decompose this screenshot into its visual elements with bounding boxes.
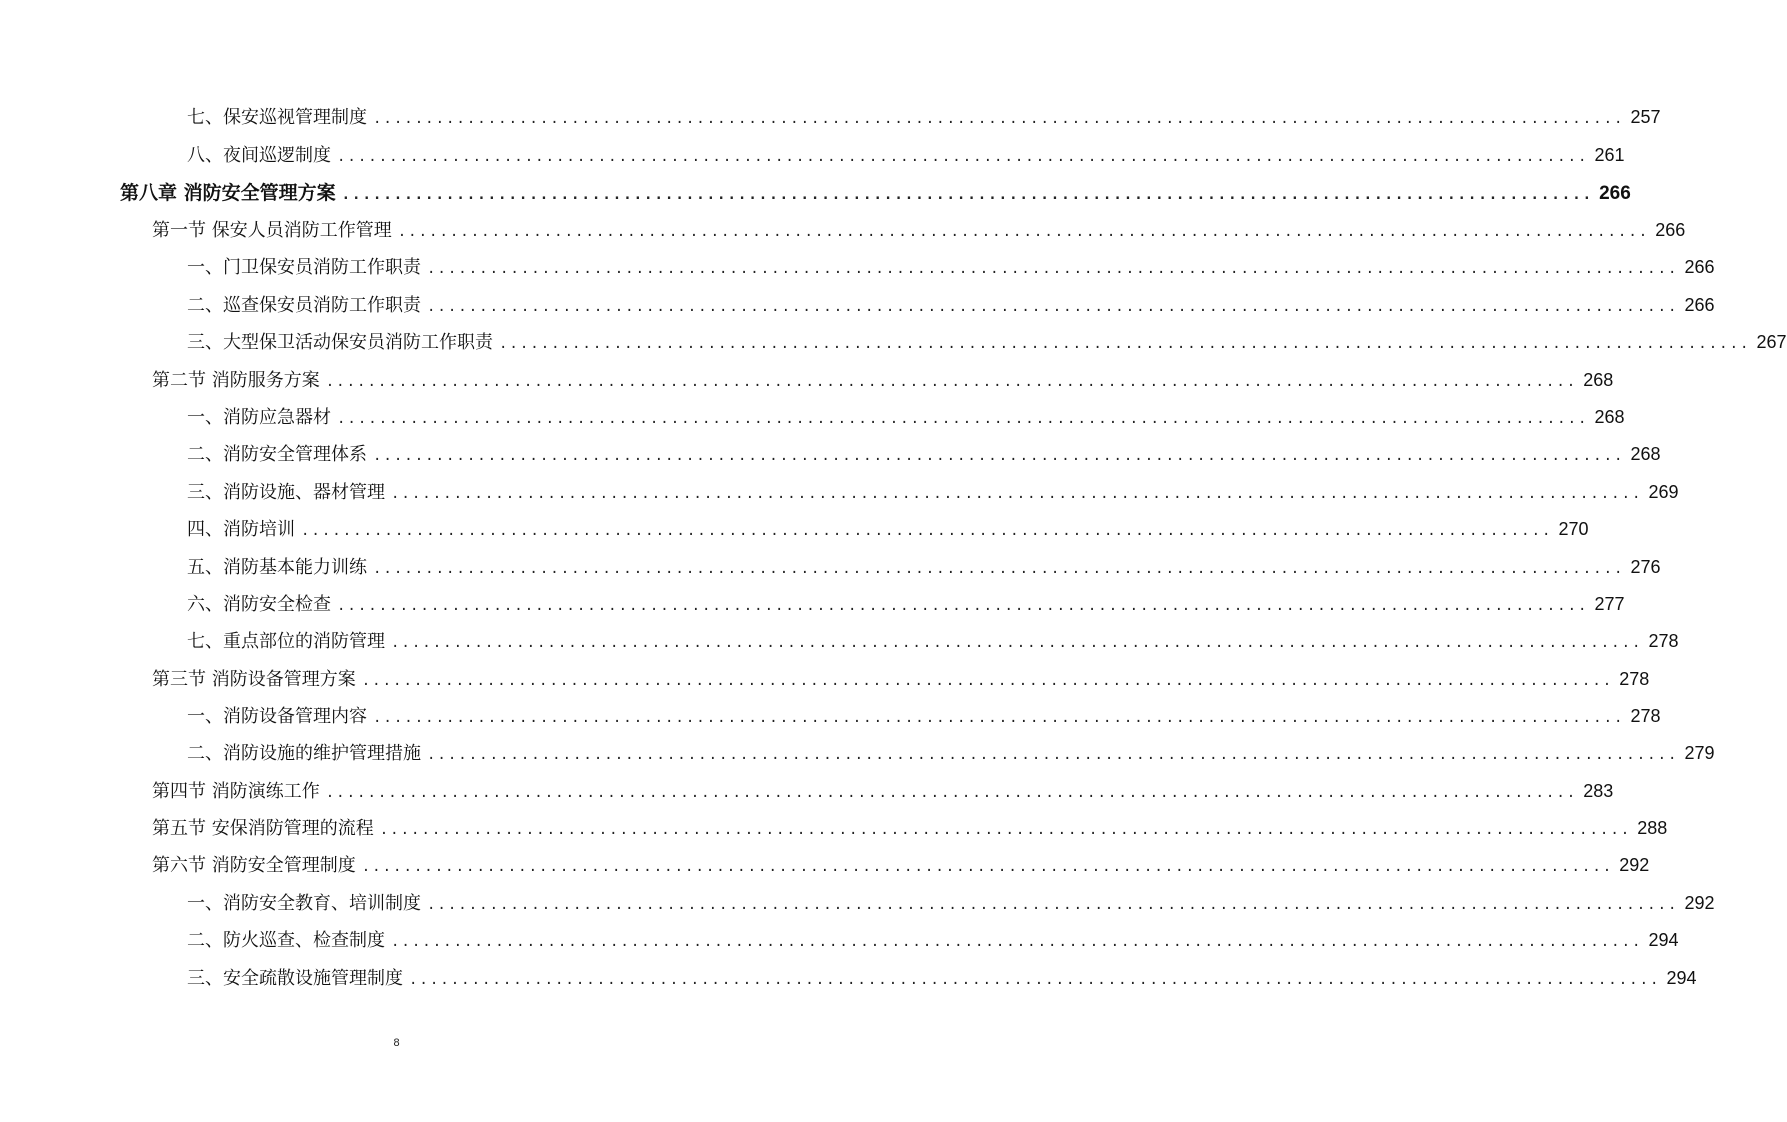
toc-entry[interactable] [187, 328, 1787, 358]
toc-entry-label: 第四节 消防演练工作 [152, 781, 320, 802]
toc-leader-dots: ........................................................................................................................ [373, 710, 1625, 726]
toc-leader-dots: ........................................................................................................................ [379, 822, 1632, 838]
toc-entry-page-number: 268 [1630, 444, 1661, 464]
toc-entry[interactable] [187, 702, 1661, 732]
toc-entry[interactable] [187, 253, 1715, 283]
toc-leader-dots: ........................................................................................................................ [427, 747, 1679, 763]
toc-leader-dots: ........................................................................................................................ [341, 187, 1594, 203]
toc-leader-dots: ........................................................................................................................ [391, 486, 1643, 502]
toc-entry-page-number: 268 [1583, 370, 1614, 390]
toc-entry-label: 七、重点部位的消防管理 [187, 631, 385, 652]
toc-leader-dots: ........................................................................................................................ [361, 859, 1614, 875]
toc-leader-dots: ........................................................................................................................ [391, 635, 1643, 651]
toc-leader-dots: ........................................................................................................................ [301, 523, 1553, 539]
toc-leader-dots: ........................................................................................................................ [337, 149, 1589, 165]
toc-entry[interactable] [187, 291, 1715, 321]
toc-leader-dots: ........................................................................................................................ [337, 598, 1589, 614]
toc-leader-dots: ........................................................................................................................ [391, 934, 1643, 950]
toc-entry[interactable] [187, 103, 1661, 133]
toc-entry-label: 三、大型保卫活动保安员消防工作职责 [187, 332, 493, 353]
toc-entry[interactable] [187, 889, 1715, 919]
toc-entry-label: 第六节 消防安全管理制度 [152, 855, 356, 876]
toc-entry-page-number: 266 [1684, 257, 1715, 277]
toc-entry[interactable] [152, 851, 1650, 881]
toc-leader-dots: ........................................................................................................................ [427, 261, 1679, 277]
toc-leader-dots: ........................................................................................................................ [373, 448, 1625, 464]
toc-entry-label: 第五节 安保消防管理的流程 [152, 818, 374, 839]
toc-entry-label: 一、消防设备管理内容 [187, 706, 367, 727]
toc-entry-label: 一、门卫保安员消防工作职责 [187, 257, 421, 278]
toc-entry[interactable] [152, 366, 1614, 396]
toc-leader-dots: ........................................................................................................................ [499, 336, 1751, 352]
toc-entry[interactable] [152, 216, 1686, 246]
toc-entry-page-number: 279 [1684, 743, 1715, 763]
toc-entry[interactable] [187, 141, 1625, 171]
toc-entry[interactable] [187, 590, 1625, 620]
toc-entry-page-number: 292 [1619, 855, 1650, 875]
toc-entry-label: 一、消防应急器材 [187, 407, 331, 428]
toc-leader-dots: ........................................................................................................................ [337, 411, 1589, 427]
toc-entry[interactable] [187, 515, 1589, 545]
toc-leader-dots: ........................................................................................................................ [373, 111, 1625, 127]
toc-entry-page-number: 278 [1630, 706, 1661, 726]
toc-entry-page-number: 283 [1583, 781, 1614, 801]
page-number: 8 [393, 1037, 400, 1049]
toc-entry-label: 四、消防培训 [187, 519, 295, 540]
toc-leader-dots: ........................................................................................................................ [325, 785, 1578, 801]
toc-entry-page-number: 261 [1594, 145, 1625, 165]
toc-entry[interactable] [152, 665, 1650, 695]
toc-entry-page-number: 294 [1666, 968, 1697, 988]
toc-entry-page-number: 288 [1637, 818, 1668, 838]
toc-entry[interactable] [187, 964, 1697, 994]
toc-entry-page-number: 276 [1630, 557, 1661, 577]
toc-entry[interactable] [187, 627, 1679, 657]
toc-entry-label: 第八章 消防安全管理方案 [120, 182, 336, 204]
toc-leader-dots: ........................................................................................................................ [427, 299, 1679, 315]
toc-entry-label: 二、消防设施的维护管理措施 [187, 743, 421, 764]
toc-entry-page-number: 266 [1599, 183, 1631, 204]
toc-entry-page-number: 277 [1594, 594, 1625, 614]
toc-entry-label: 六、消防安全检查 [187, 594, 331, 615]
toc-entry[interactable] [187, 403, 1625, 433]
toc-entry-label: 五、消防基本能力训练 [187, 557, 367, 578]
toc-entry-page-number: 278 [1648, 631, 1679, 651]
toc-entry[interactable] [152, 777, 1614, 807]
toc-entry-page-number: 269 [1648, 482, 1679, 502]
toc-leader-dots: ........................................................................................................................ [409, 972, 1661, 988]
toc-entry-page-number: 267 [1756, 332, 1787, 352]
toc-entry-label: 第一节 保安人员消防工作管理 [152, 220, 392, 241]
toc-leader-dots: ........................................................................................................................ [427, 897, 1679, 913]
toc-entry-label: 二、巡查保安员消防工作职责 [187, 295, 421, 316]
toc-entry-page-number: 270 [1558, 519, 1589, 539]
toc-entry-label: 八、夜间巡逻制度 [187, 145, 331, 166]
toc-leader-dots: ........................................................................................................................ [373, 561, 1625, 577]
toc-entry-label: 二、消防安全管理体系 [187, 444, 367, 465]
toc-entry[interactable] [187, 478, 1679, 508]
toc-entry-label: 第二节 消防服务方案 [152, 370, 320, 391]
toc-entry[interactable] [187, 440, 1661, 470]
toc-leader-dots: ........................................................................................................................ [325, 374, 1578, 390]
toc-entry[interactable] [152, 814, 1668, 844]
toc-leader-dots: ........................................................................................................................ [397, 224, 1650, 240]
toc-entry-page-number: 268 [1594, 407, 1625, 427]
toc-entry-label: 三、消防设施、器材管理 [187, 482, 385, 503]
toc-entry-page-number: 294 [1648, 930, 1679, 950]
toc-entry[interactable] [187, 926, 1679, 956]
toc-entry-label: 一、消防安全教育、培训制度 [187, 893, 421, 914]
toc-entry-page-number: 257 [1630, 107, 1661, 127]
toc-entry-page-number: 292 [1684, 893, 1715, 913]
toc-entry-page-number: 266 [1684, 295, 1715, 315]
toc-entry-label: 第三节 消防设备管理方案 [152, 669, 356, 690]
toc-entry-label: 七、保安巡视管理制度 [187, 107, 367, 128]
toc-entry-label: 二、防火巡查、检查制度 [187, 930, 385, 951]
toc-entry-label: 三、安全疏散设施管理制度 [187, 968, 403, 989]
toc-entry[interactable] [187, 739, 1715, 769]
toc-entry-page-number: 278 [1619, 669, 1650, 689]
toc-entry[interactable] [120, 178, 1631, 208]
toc-entry-page-number: 266 [1655, 220, 1686, 240]
toc-entry[interactable] [187, 553, 1661, 583]
toc-leader-dots: ........................................................................................................................ [361, 673, 1614, 689]
